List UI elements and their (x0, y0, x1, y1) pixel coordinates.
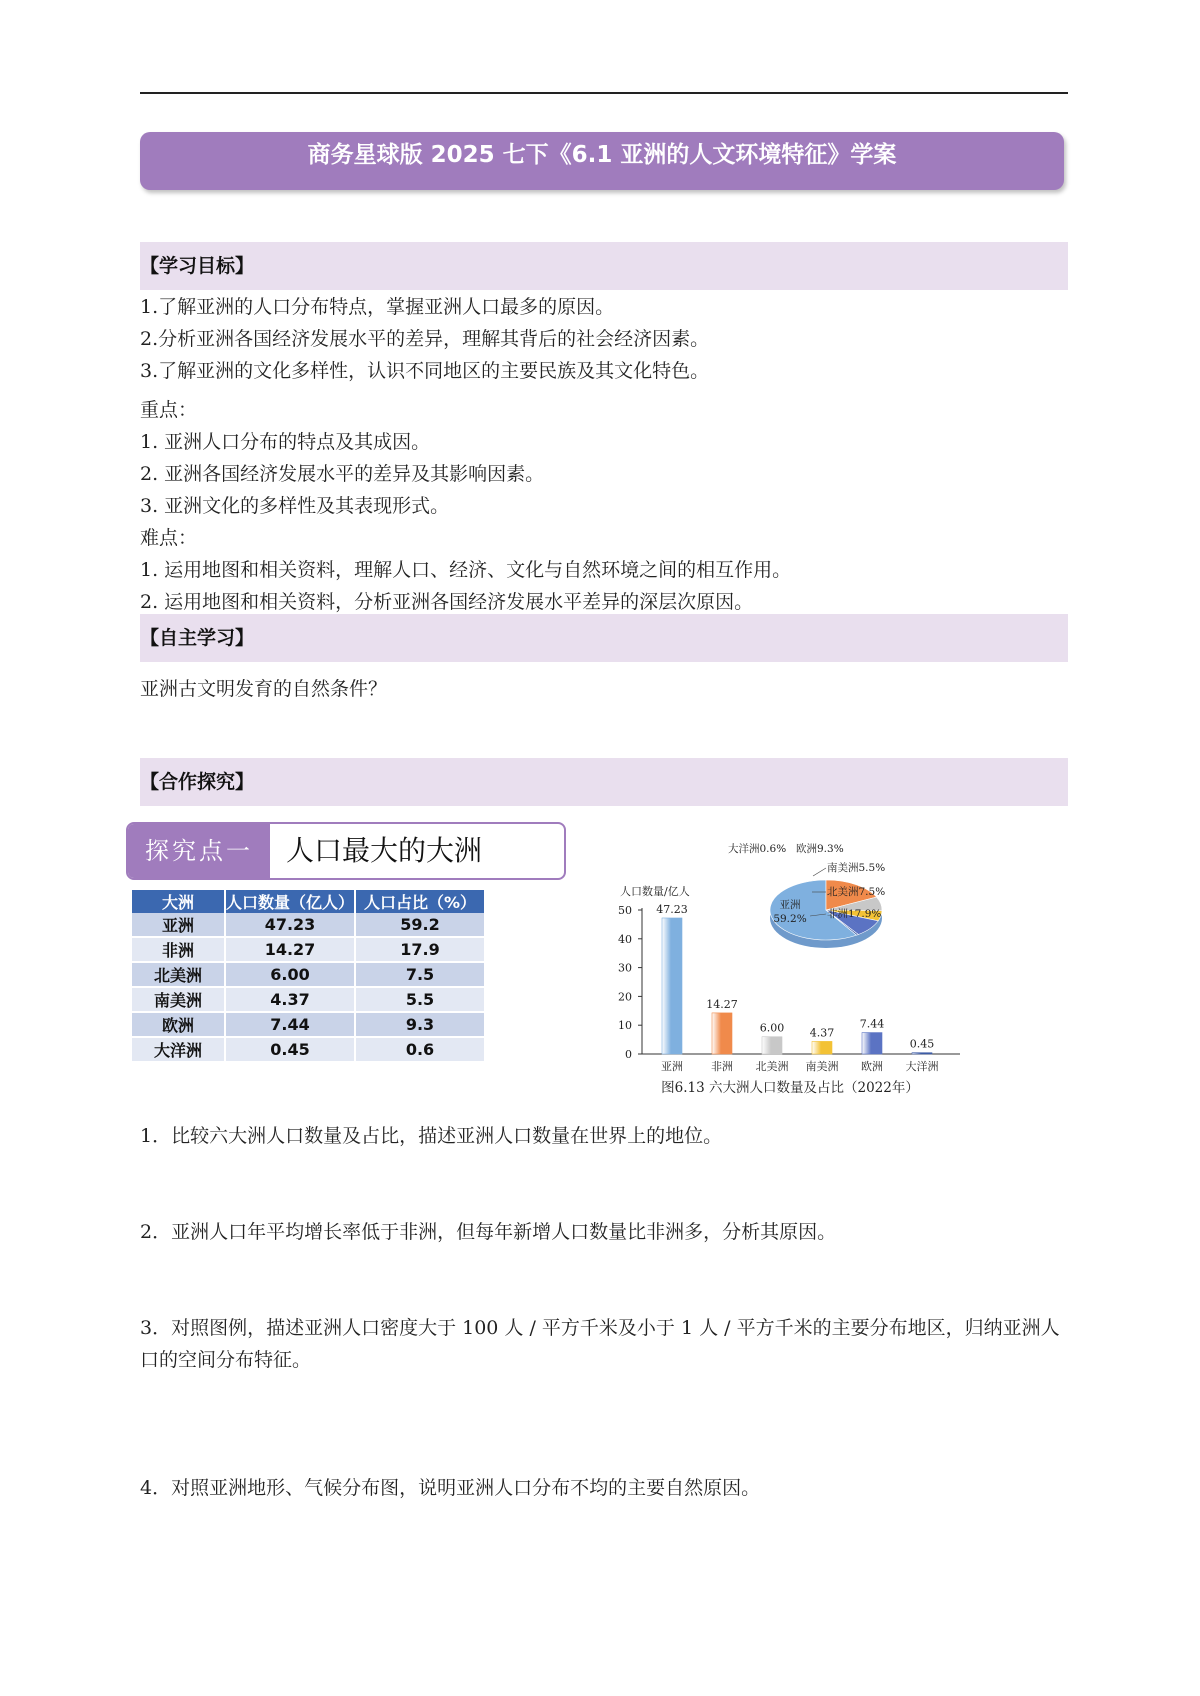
document-title: 商务星球版 2025 七下《6.1 亚洲的人文环境特征》学案 (140, 132, 1064, 190)
population-table (132, 890, 486, 1063)
population-chart (600, 840, 980, 1100)
goals-heading: 【学习目标】 (140, 242, 1068, 290)
key-point-item: 3. 亚洲文化的多样性及其表现形式。 (140, 495, 450, 517)
x-tick-label: 非洲 (711, 1060, 733, 1073)
table-cell: 17.9 (355, 937, 485, 962)
x-tick-label: 欧洲 (861, 1060, 883, 1073)
table-row (132, 1012, 485, 1037)
goal-item: 3.了解亚洲的文化多样性，认识不同地区的主要民族及其文化特色。 (140, 360, 710, 382)
table-cell: 9.3 (355, 1012, 485, 1037)
chart-bar (912, 1053, 932, 1054)
cooperation-heading: 【合作探究】 (140, 758, 1068, 806)
table-header: 大洲 (132, 890, 225, 913)
table-header-row (132, 890, 485, 913)
explore-point-tag: 探究点一 (128, 824, 270, 878)
table-cell: 6.00 (225, 962, 355, 987)
key-point-item: 1. 亚洲人口分布的特点及其成因。 (140, 431, 431, 453)
chart-bar (862, 1033, 882, 1054)
explore-point-banner (126, 822, 566, 880)
question-item: 2．亚洲人口年平均增长率低于非洲，但每年新增人口数量比非洲多，分析其原因。 (140, 1221, 837, 1243)
table-cell: 南美洲 (132, 987, 225, 1012)
pie-label: 大洋洲0.6% (728, 843, 787, 855)
pie-label: 南美洲5.5% (827, 862, 886, 874)
pie-label: 欧洲9.3% (796, 843, 844, 855)
table-cell: 5.5 (355, 987, 485, 1012)
question-item: 1．比较六大洲人口数量及占比，描述亚洲人口数量在世界上的地位。 (140, 1125, 723, 1147)
table-header: 人口占比（%） (355, 890, 485, 913)
table-cell: 59.2 (355, 913, 485, 937)
bar-value-label: 14.27 (706, 997, 738, 1011)
x-tick-label: 大洋洲 (905, 1060, 939, 1073)
table-cell: 7.44 (225, 1012, 355, 1037)
bar-value-label: 4.37 (809, 1026, 835, 1040)
self-study-question: 亚洲古文明发育的自然条件？ (140, 678, 388, 700)
pie-label: 59.2% (773, 913, 807, 925)
table-cell: 亚洲 (132, 913, 225, 937)
bar-value-label: 0.45 (909, 1037, 935, 1051)
table-cell: 北美洲 (132, 962, 225, 987)
table-cell: 47.23 (225, 913, 355, 937)
x-tick-label: 南美洲 (805, 1060, 839, 1073)
table-cell: 欧洲 (132, 1012, 225, 1037)
table-cell: 0.6 (355, 1037, 485, 1062)
difficult-point-item: 1. 运用地图和相关资料，理解人口、经济、文化与自然环境之间的相互作用。 (140, 559, 792, 581)
table-row (132, 987, 485, 1012)
y-tick-label: 30 (618, 961, 632, 975)
y-tick-label: 40 (618, 932, 632, 946)
table-cell: 4.37 (225, 987, 355, 1012)
chart-caption: 图6.13 六大洲人口数量及占比（2022年） (661, 1080, 919, 1096)
pie-leader-line (813, 868, 826, 876)
pie-label: 亚洲 (779, 899, 801, 911)
table-cell: 非洲 (132, 937, 225, 962)
chart-bar (762, 1037, 782, 1054)
table-cell: 0.45 (225, 1037, 355, 1062)
key-points-heading: 重点： (140, 399, 198, 421)
question-item: 3．对照图例，描述亚洲人口密度大于 100 人 / 平方千米及小于 1 人 / 平方千米的主要分布地区，归纳亚洲人口的空间分布特征。 (140, 1317, 1060, 1371)
y-tick-label: 20 (618, 990, 632, 1004)
population-chart-svg (600, 840, 980, 1100)
bar-value-label: 6.00 (759, 1021, 785, 1035)
goal-item: 2.分析亚洲各国经济发展水平的差异，理解其背后的社会经济因素。 (140, 328, 710, 350)
bar-value-label: 7.44 (859, 1017, 885, 1031)
table-cell: 7.5 (355, 962, 485, 987)
pie-label: 非洲17.9% (827, 908, 882, 920)
y-tick-label: 0 (625, 1048, 632, 1061)
chart-bar (712, 1013, 732, 1054)
self-study-heading: 【自主学习】 (140, 614, 1068, 662)
explore-point-title: 人口最大的大洲 (286, 834, 483, 867)
bar-value-label: 47.23 (656, 902, 688, 916)
x-tick-label: 北美洲 (755, 1060, 789, 1073)
table-row (132, 913, 485, 937)
x-tick-label: 亚洲 (661, 1060, 683, 1073)
y-tick-label: 50 (618, 904, 632, 917)
table-row (132, 1037, 485, 1062)
y-tick-label: 10 (618, 1019, 632, 1033)
question-item: 4．对照亚洲地形、气候分布图，说明亚洲人口分布不均的主要自然原因。 (140, 1477, 761, 1499)
table-row (132, 937, 485, 962)
table-header: 人口数量（亿人） (225, 890, 355, 913)
table-row (132, 962, 485, 987)
y-axis-label: 人口数量/亿人 (620, 885, 690, 898)
header-rule (140, 92, 1068, 94)
key-point-item: 2. 亚洲各国经济发展水平的差异及其影响因素。 (140, 463, 545, 485)
table-cell: 14.27 (225, 937, 355, 962)
table-cell: 大洋洲 (132, 1037, 225, 1062)
chart-bar (812, 1041, 832, 1054)
difficult-point-item: 2. 运用地图和相关资料，分析亚洲各国经济发展水平差异的深层次原因。 (140, 591, 754, 613)
goal-item: 1.了解亚洲的人口分布特点，掌握亚洲人口最多的原因。 (140, 296, 615, 318)
chart-bar (662, 918, 682, 1054)
pie-label: 北美洲7.5% (827, 886, 886, 898)
difficult-points-heading: 难点： (140, 527, 198, 549)
